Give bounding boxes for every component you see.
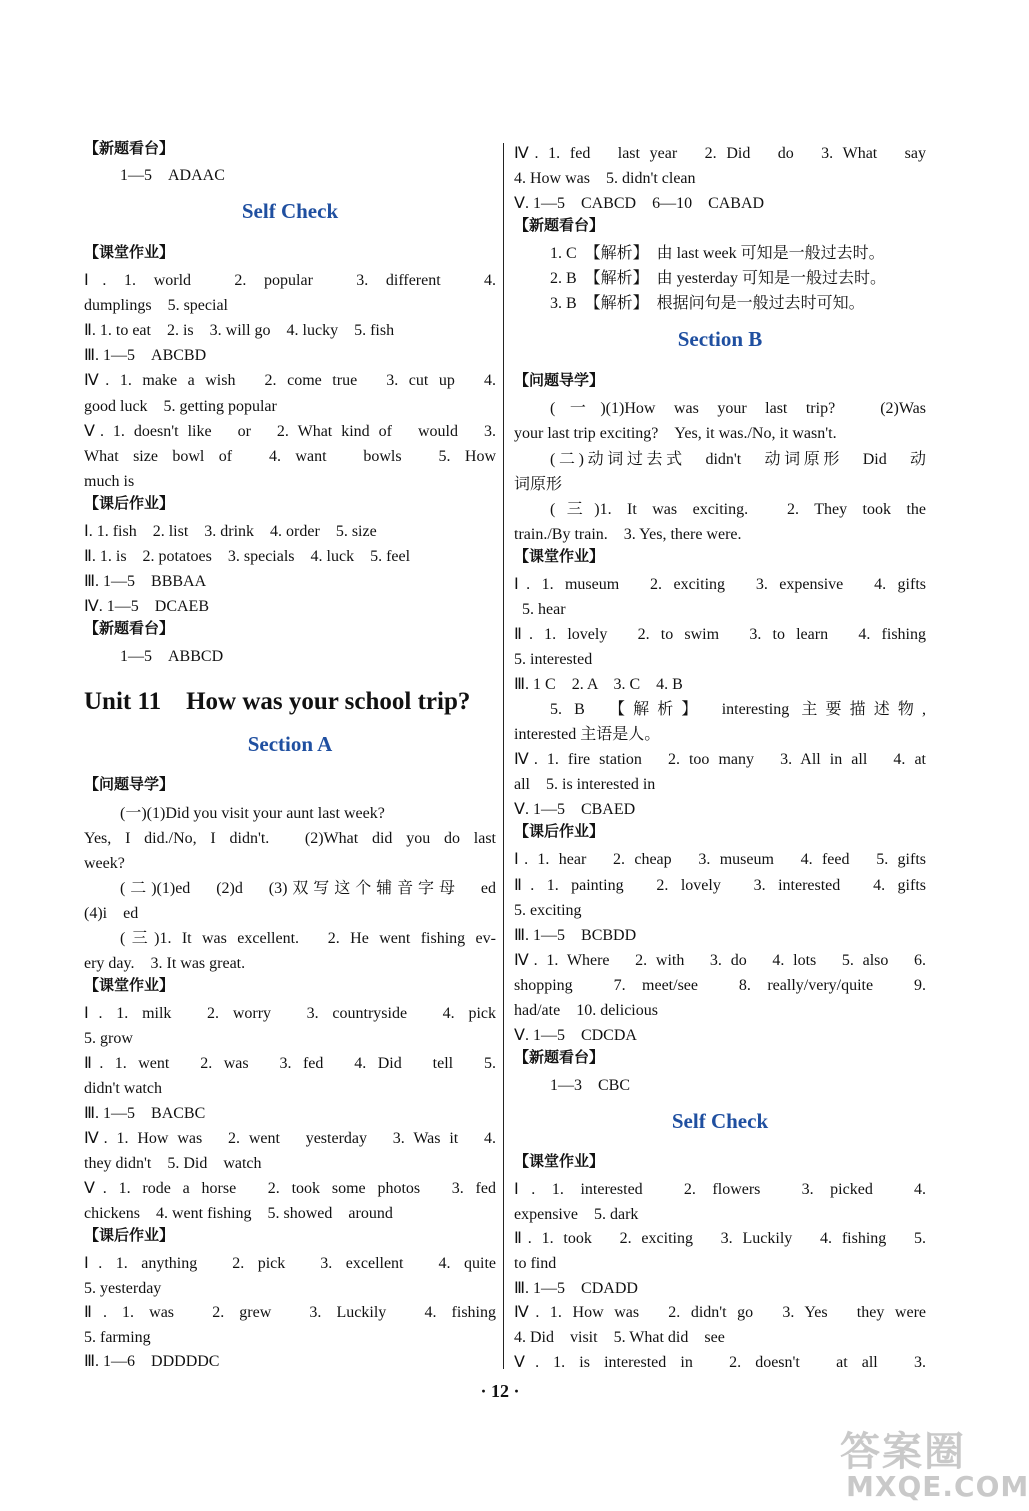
answer-line: had/ate 10. delicious (514, 1002, 658, 1019)
section-heading: Section B (677, 327, 763, 351)
answer-line: (4)i ed (84, 905, 139, 922)
answer-line: expensive 5. dark (514, 1206, 639, 1223)
answer-line: Ⅱ. 1. painting 2. lovely 3. interested 4. gifts (514, 877, 926, 894)
answer-line: Ⅴ. 1—5 CDCDA (514, 1027, 637, 1044)
answer-line: Ⅳ. 1—5 DCAEB (84, 598, 209, 615)
answer-line: Ⅲ. 1—5 BACBC (84, 1105, 206, 1122)
answer-line: 1. C 【解析】 由 last week 可知是一般过去时。 (550, 245, 885, 262)
answer-line: Ⅳ. 1. fed last year 2. Did do 3. What say (514, 145, 926, 162)
answer-line: Ⅰ. 1. hear 2. cheap 3. museum 4. feed 5. gifts (514, 851, 926, 868)
page-number: · 12 · (480, 1381, 520, 1401)
answer-line: 5. yesterday (84, 1280, 162, 1297)
answer-line: interested 主语是人。 (514, 726, 661, 743)
answer-line: 4. How was 5. didn't clean (514, 170, 696, 187)
answer-line: Ⅴ. 1. is interested in 2. doesn't at all 3. (514, 1354, 926, 1371)
section-tag: 【课堂作业】 (84, 976, 175, 994)
answer-line: train./By train. 3. Yes, there were. (514, 526, 742, 543)
answer-line: Ⅰ. 1. anything 2. pick 3. excellent 4. quite (84, 1255, 496, 1272)
answer-line: didn't watch (84, 1080, 162, 1097)
answer-line: Ⅱ. 1. took 2. exciting 3. Luckily 4. fishing 5. (514, 1230, 926, 1247)
answer-line: 2. B 【解析】 由 yesterday 可知是一般过去时。 (550, 270, 886, 287)
answer-line: Ⅲ. 1—5 CDADD (514, 1280, 638, 1297)
section-heading: Section A (247, 732, 333, 756)
column-divider (503, 143, 504, 1369)
answer-line: Ⅱ. 1. went 2. was 3. fed 4. Did tell 5. (84, 1055, 496, 1072)
answer-line: (三)1. It was exciting. 2. They took the (550, 501, 926, 518)
section-tag: 【课后作业】 (514, 822, 605, 840)
answer-line: to find (514, 1255, 557, 1272)
answer-line: 5. exciting (514, 902, 582, 919)
answer-line: Ⅴ. 1—5 CBAED (514, 801, 636, 818)
answer-line: (二)动词过去式 didn't 动词原形 Did 动 (550, 451, 926, 468)
answer-line: Ⅴ. 1. doesn't like or 2. What kind of would 3. (84, 423, 496, 440)
answer-line: Ⅲ. 1 C 2. A 3. C 4. B (514, 676, 683, 693)
section-tag: 【课堂作业】 (514, 1152, 605, 1170)
unit-title: Unit 11 How was your school trip? (84, 688, 471, 715)
answer-line: 1—5 ADAAC (120, 167, 225, 184)
answer-line: (二)(1)ed (2)d (3)双写这个辅音字母 ed (120, 880, 496, 897)
answer-line: good luck 5. getting popular (84, 398, 277, 415)
section-tag: 【新题看台】 (514, 216, 605, 234)
answer-line: they didn't 5. Did watch (84, 1155, 262, 1172)
answer-line: 1—5 ABBCD (120, 648, 224, 665)
answer-line: Ⅱ. 1. is 2. potatoes 3. specials 4. luck 5. feel (84, 548, 411, 565)
answer-line: Ⅳ. 1. How was 2. went yesterday 3. Was it 4. (84, 1130, 496, 1147)
answer-line: Ⅰ. 1. museum 2. exciting 3. expensive 4. gifts (514, 576, 926, 593)
answer-line: Ⅰ. 1. fish 2. list 3. drink 4. order 5. size (84, 523, 377, 540)
answer-line: Ⅰ. 1. milk 2. worry 3. countryside 4. pick (84, 1005, 496, 1022)
answer-line: ery day. 3. It was great. (84, 955, 246, 972)
section-tag: 【课后作业】 (84, 494, 175, 512)
answer-line: Ⅲ. 1—6 DDDDDC (84, 1353, 220, 1370)
answer-line: Ⅳ. 1. Where 2. with 3. do 4. lots 5. also 6. (514, 952, 926, 969)
answer-line: 4. Did visit 5. What did see (514, 1329, 725, 1346)
watermark-bottom-text: MXQE.COM (846, 1470, 1029, 1503)
section-tag: 【新题看台】 (514, 1048, 605, 1066)
answer-line: Ⅳ. 1. How was 2. didn't go 3. Yes they were (514, 1304, 926, 1321)
answer-line: 5. interested (514, 651, 593, 668)
answer-line: Ⅰ. 1. world 2. popular 3. different 4. (84, 272, 496, 289)
answer-line: 5. farming (84, 1329, 151, 1346)
section-heading: Self Check (671, 1109, 769, 1133)
answer-line: chickens 4. went fishing 5. showed around (84, 1205, 393, 1222)
answer-line: all 5. is interested in (514, 776, 656, 793)
section-tag: 【课堂作业】 (84, 243, 175, 261)
answer-line: (一)(1)Did you visit your aunt last week? (120, 805, 385, 822)
answer-line: Ⅲ. 1—5 ABCBD (84, 347, 207, 364)
answer-line: 1—3 CBC (550, 1077, 631, 1094)
answer-line: Ⅳ. 1. make a wish 2. come true 3. cut up 4. (84, 372, 496, 389)
answer-line: much is (84, 473, 135, 490)
answer-line: Ⅰ. 1. interested 2. flowers 3. picked 4. (514, 1181, 926, 1198)
answer-line: your last trip exciting? Yes, it was./No, it wasn't. (514, 425, 837, 442)
section-tag: 【新题看台】 (84, 619, 175, 637)
answer-line: (一)(1)How was your last trip? (2)Was (550, 400, 926, 417)
answer-line: 词原形 (514, 476, 563, 493)
answer-line: 5. hear (514, 601, 566, 618)
answer-line: 5. B 【解析】 interesting 主要描述物, (550, 701, 926, 718)
answer-line: Ⅲ. 1—5 BBBAA (84, 573, 207, 590)
answer-line: Ⅴ. 1. rode a horse 2. took some photos 3. fed (84, 1180, 496, 1197)
answer-line: Ⅳ. 1. fire station 2. too many 3. All in all 4. at (514, 751, 926, 768)
answer-line: Ⅱ. 1. lovely 2. to swim 3. to learn 4. fishing (514, 626, 926, 643)
section-heading: Self Check (241, 199, 339, 223)
answer-line: Yes, I did./No, I didn't. (2)What did you do last (84, 830, 496, 847)
answer-line: Ⅴ. 1—5 CABCD 6—10 CABAD (514, 195, 765, 212)
answer-line: dumplings 5. special (84, 297, 228, 314)
section-tag: 【问题导学】 (514, 371, 605, 389)
section-tag: 【课堂作业】 (514, 547, 605, 565)
watermark-top-text: 答案圈 (840, 1429, 966, 1475)
answer-line: shopping 7. meet/see 8. really/very/quite 9. (514, 977, 926, 994)
answer-line: Ⅱ. 1. to eat 2. is 3. will go 4. lucky 5. fish (84, 322, 395, 339)
answer-line: Ⅲ. 1—5 BCBDD (514, 927, 637, 944)
watermark-logo (832, 1420, 1029, 1506)
answer-line: What size bowl of 4. want bowls 5. How (84, 448, 496, 465)
section-tag: 【新题看台】 (84, 139, 175, 157)
section-tag: 【问题导学】 (84, 775, 175, 793)
section-tag: 【课后作业】 (84, 1226, 175, 1244)
answer-line: week? (84, 855, 125, 872)
answer-line: (三)1. It was excellent. 2. He went fishing ev- (120, 930, 496, 947)
answer-line: 3. B 【解析】 根据问句是一般过去时可知。 (550, 295, 865, 312)
answer-line: Ⅱ. 1. was 2. grew 3. Luckily 4. fishing (84, 1304, 496, 1321)
answer-line: 5. grow (84, 1030, 133, 1047)
